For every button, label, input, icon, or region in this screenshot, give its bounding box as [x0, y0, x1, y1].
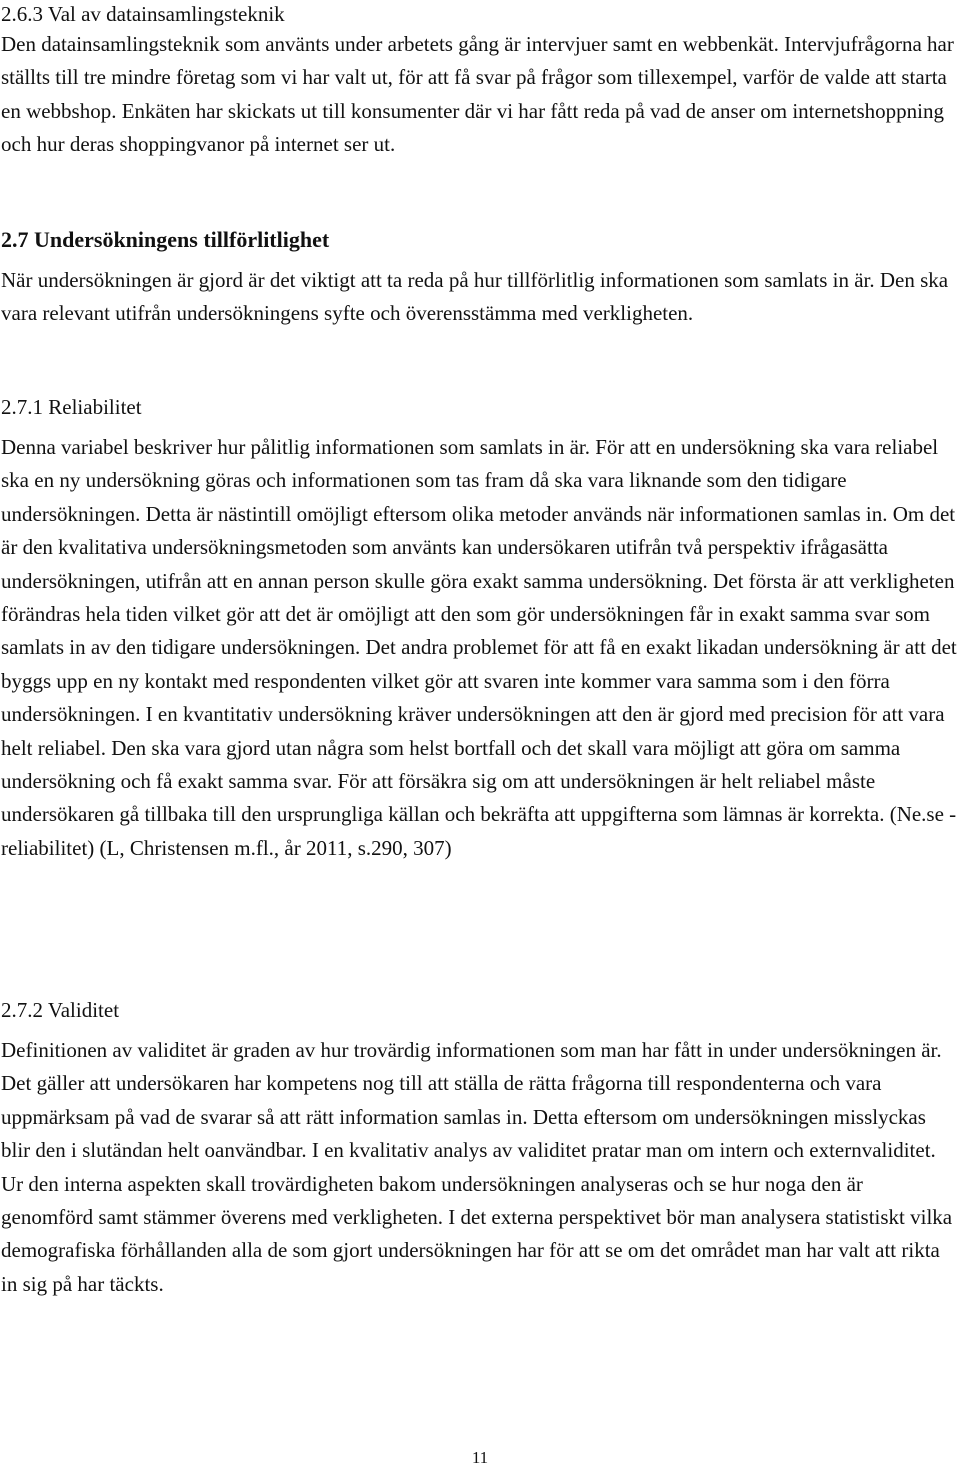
heading-2-6-3: 2.6.3 Val av datainsamlingsteknik: [1, 2, 285, 26]
paragraph-tillforlitlighet: När undersökningen är gjord är det viktigt att ta reda på hur tillförlitlig informationen som samlats in är. Den ska vara relevant utifrån undersökningens syfte och överensstämma med verkligheten.: [1, 268, 949, 326]
paragraph-reliabilitet: Denna variabel beskriver hur pålitlig informationen som samlats in är. För att en undersökning ska vara reliabel ska en ny undersökning göras och informationen som tas fram då ska vara liknande som den tidigare undersökningen. Detta är nästintill omöjligt eftersom olika metoder används när informationen samlas in. Om det är den kvalitativa undersökningsmetoden som använts kan undersökaren utifrån två perspektiv ifrågasätta undersökningen, utifrån att en annan person skulle göra exakt samma undersökning. Det första är att verkligheten förändras hela tiden vilket gör att det är omöjligt att den som gör undersökningen får in exakt samma svar som samlats in av den tidigare undersökningen. Det andra problemet för att få en exakt likadan undersökning är att det byggs upp en ny kontakt med respondenten vilket gör att svaren inte kommer vara samma som i den förra undersökningen. I en kvantitativ undersökning kräver undersökningen att den är gjord med precision för att vara helt reliabel. Den ska vara gjord utan några som helst bortfall och det skall vara möjligt att göra om samma undersökning och få exakt samma svar. För att försäkra sig om att undersökningen är helt reliabel måste undersökaren gå tillbaka till den ursprungliga källan och bekräfta att uppgifterna som lämnas är korrekta. (Ne.se - reliabilitet) (L, Christensen m.fl., år 2011, s.290, 307): [1, 435, 957, 860]
heading-2-7: 2.7 Undersökningens tillförlitlighet: [1, 227, 330, 252]
heading-2-7-1: 2.7.1 Reliabilitet: [1, 395, 142, 419]
paragraph-validitet: Definitionen av validitet är graden av hur trovärdig informationen som man har fått in under undersökningen är. Det gäller att undersökaren har kompetens nog till att ställa de rätta frågorna till respondenterna och vara uppmärksam på vad de svarar så att rätt information samlas in. Detta eftersom om undersökningen misslyckas blir den i slutändan helt oanvändbar. I en kvalitativ analys av validitet pratar man om intern och externvaliditet. Ur den interna aspekten skall trovärdigheten bakom undersökningen analyseras och se hur noga den är genomförd samt stämmer överens med verkligheten. I det externa perspektivet bör man analysera statistiskt vilka demografiska förhållanden alla de som gjort undersökningen har för att se om det området man har valt att rikta in sig på har täckts.: [1, 1038, 953, 1296]
paragraph-datainsamlingsteknik: Den datainsamlingsteknik som använts under arbetets gång är intervjuer samt en webbenkät. Intervjufrågorna har ställts till tre mindre företag som vi har valt ut, för att få svar på frågor som tillexempel, varför de valde att starta en webbshop. Enkäten har skickats ut till konsumenter där vi har fått reda på vad de anser om internetshoppning och hur deras shoppingvanor på internet ser ut.: [1, 32, 954, 157]
page-number: 11: [471, 1448, 489, 1467]
heading-2-7-2: 2.7.2 Validitet: [1, 998, 120, 1022]
